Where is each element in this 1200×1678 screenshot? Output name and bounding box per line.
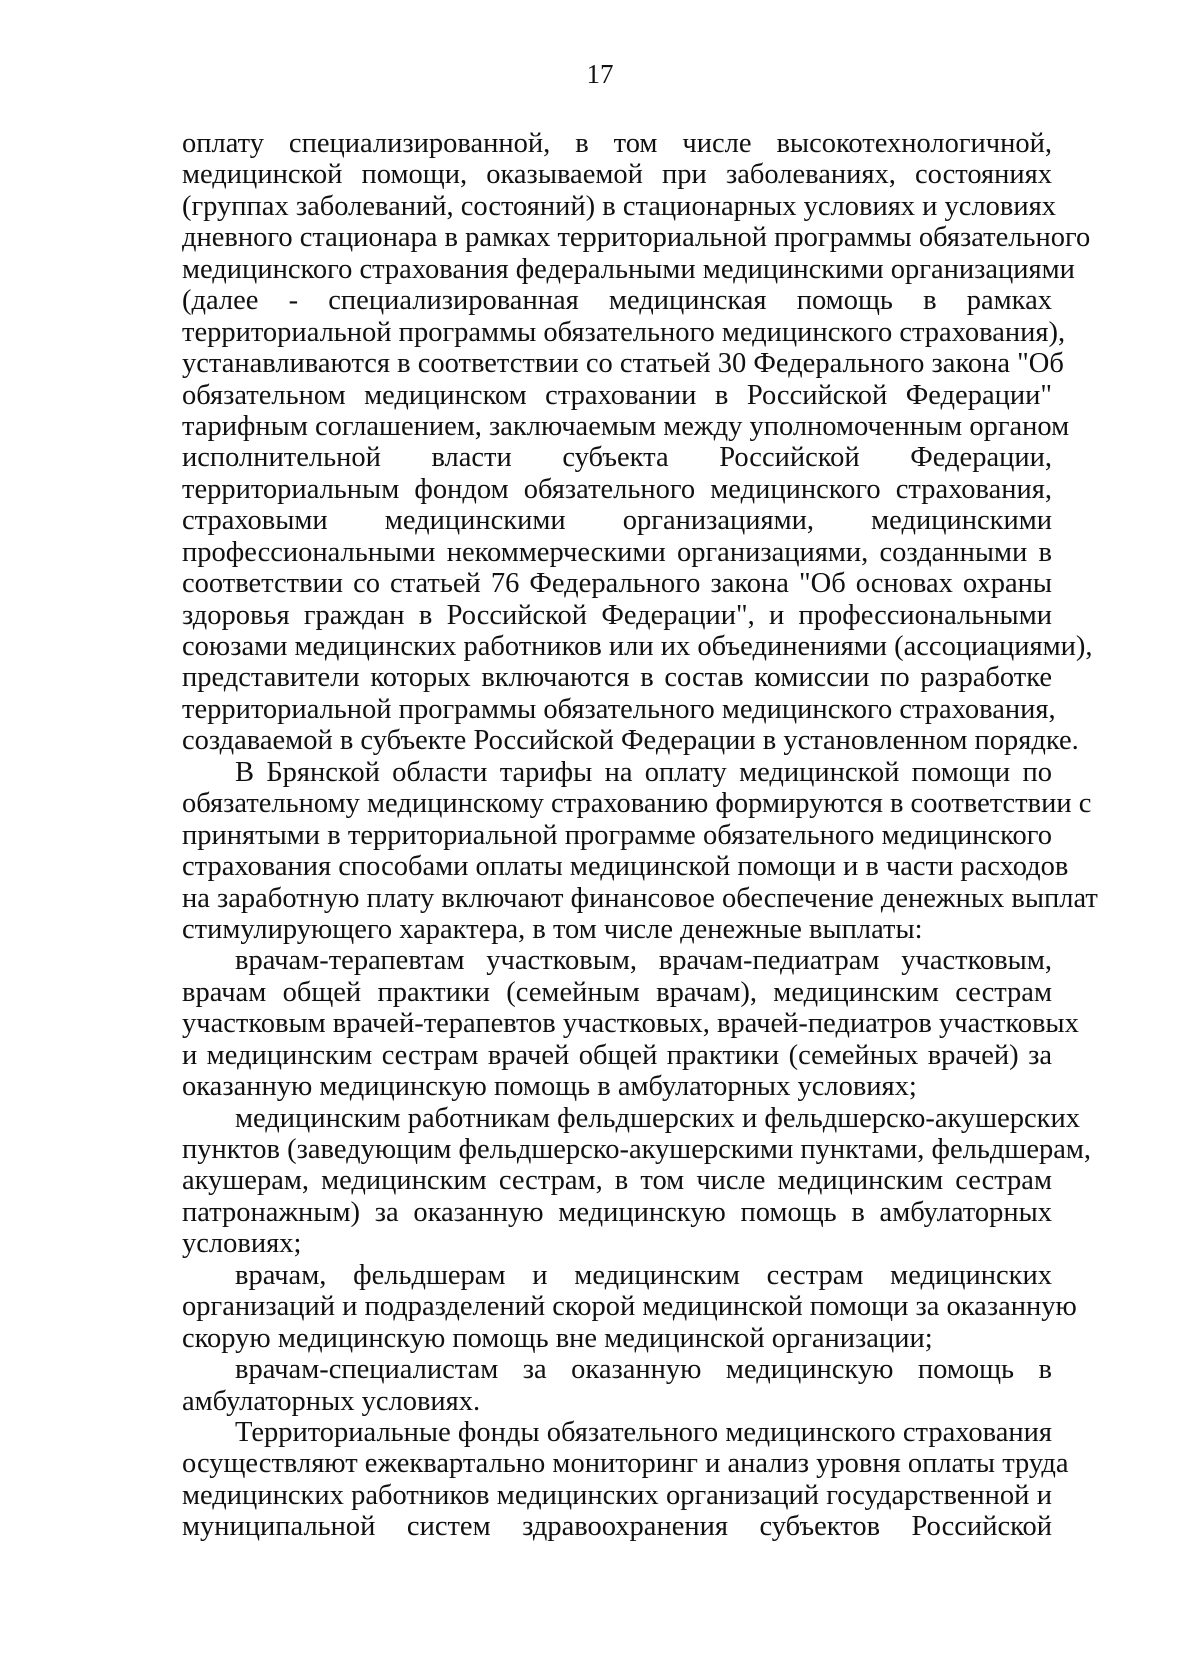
text-line: врачам, фельдшерам и медицинским сестрам медицинских	[235, 1259, 1052, 1291]
text-line: медицинских работников медицинских организаций государственной и	[182, 1479, 1052, 1511]
text-line: на заработную плату включают финансовое обеспечение денежных выплат	[182, 882, 1098, 914]
text-line: и медицинским сестрам врачей общей практики (семейных врачей) за	[182, 1039, 1052, 1071]
document-body	[182, 128, 1098, 1543]
paragraph	[182, 1354, 1052, 1417]
text-line: скорую медицинскую помощь вне медицинской организации;	[182, 1322, 933, 1354]
text-line: тарифным соглашением, заключаемым между уполномоченным органом	[182, 410, 1070, 442]
text-line: устанавливаются в соответствии со статьей 30 Федерального закона "Об	[182, 348, 1064, 380]
text-line: организаций и подразделений скорой медицинской помощи за оказанную	[182, 1291, 1077, 1323]
text-line: осуществляют ежеквартально мониторинг и анализ уровня оплаты труда	[182, 1448, 1069, 1480]
text-line: условиях;	[182, 1228, 302, 1260]
text-line: (группах заболеваний, состояний) в стационарных условиях и условиях	[182, 190, 1056, 222]
paragraph	[182, 128, 1093, 757]
text-line: союзами медицинских работников или их объединениями (ассоциациями),	[182, 631, 1093, 662]
text-line: врачам общей практики (семейным врачам), медицинским сестрам	[182, 976, 1052, 1008]
text-line: патронажным) за оказанную медицинскую помощь в амбулаторных	[182, 1196, 1052, 1228]
text-line: представители которых включаются в состав комиссии по разработке	[182, 662, 1052, 694]
text-line: медицинским работникам фельдшерских и фельдшерско-акушерских	[235, 1102, 1081, 1134]
text-line: Территориальные фонды обязательного медицинского страхования	[235, 1416, 1052, 1448]
text-line: пунктов (заведующим фельдшерско-акушерскими пунктами, фельдшерам,	[182, 1134, 1092, 1165]
text-line: оказанную медицинскую помощь в амбулаторных условиях;	[182, 1071, 917, 1103]
text-line: страхования способами оплаты медицинской помощи и в части расходов	[182, 851, 1069, 883]
text-line: обязательному медицинскому страхованию формируются в соответствии с	[182, 788, 1092, 820]
text-line: страховыми медицинскими организациями, медицинскими	[182, 505, 1052, 537]
text-line: принятыми в территориальной программе обязательного медицинского	[182, 819, 1052, 851]
paragraph	[182, 1259, 1077, 1354]
text-line: врачам-терапевтам участковым, врачам-педиатрам участковым,	[235, 945, 1052, 977]
text-line: исполнительной власти субъекта Российской Федерации,	[182, 442, 1052, 474]
text-line: акушерам, медицинским сестрам, в том числе медицинским сестрам	[182, 1165, 1052, 1197]
text-line: врачам-специалистам за оказанную медицинскую помощь в	[235, 1354, 1052, 1386]
text-line: создаваемой в субъекте Российской Федерации в установленном порядке.	[182, 725, 1079, 757]
text-line: оплату специализированной, в том числе высокотехнологичной,	[182, 128, 1052, 159]
text-line: территориальным фондом обязательного медицинского страхования,	[182, 473, 1052, 505]
page-number: 17	[586, 59, 614, 89]
paragraph	[182, 1102, 1092, 1260]
text-line: стимулирующего характера, в том числе денежные выплаты:	[182, 913, 923, 945]
text-line: здоровья граждан в Российской Федерации", и профессиональными	[182, 599, 1052, 631]
paragraph	[182, 945, 1079, 1103]
text-line: медицинской помощи, оказываемой при заболеваниях, состояниях	[182, 159, 1052, 191]
text-line: участковым врачей-терапевтов участковых, врачей-педиатров участковых	[182, 1008, 1079, 1040]
text-line: амбулаторных условиях.	[182, 1385, 481, 1417]
text-line: территориальной программы обязательного медицинского страхования),	[182, 316, 1066, 348]
text-line: В Брянской области тарифы на оплату медицинской помощи по	[235, 756, 1052, 788]
text-line: обязательном медицинском страховании в Российской Федерации"	[182, 379, 1052, 411]
paragraph	[182, 1416, 1069, 1543]
text-line: муниципальной систем здравоохранения субъектов Российской	[182, 1511, 1052, 1543]
text-line: соответствии со статьей 76 Федерального закона "Об основах охраны	[182, 568, 1052, 600]
paragraph	[182, 756, 1098, 946]
text-line: (далее - специализированная медицинская помощь в рамках	[182, 285, 1052, 317]
text-line: профессиональными некоммерческими организациями, созданными в	[182, 536, 1052, 568]
text-line: дневного стационара в рамках территориальной программы обязательного	[182, 222, 1091, 254]
text-line: территориальной программы обязательного медицинского страхования,	[182, 693, 1056, 725]
text-line: медицинского страхования федеральными медицинскими организациями	[182, 253, 1075, 285]
